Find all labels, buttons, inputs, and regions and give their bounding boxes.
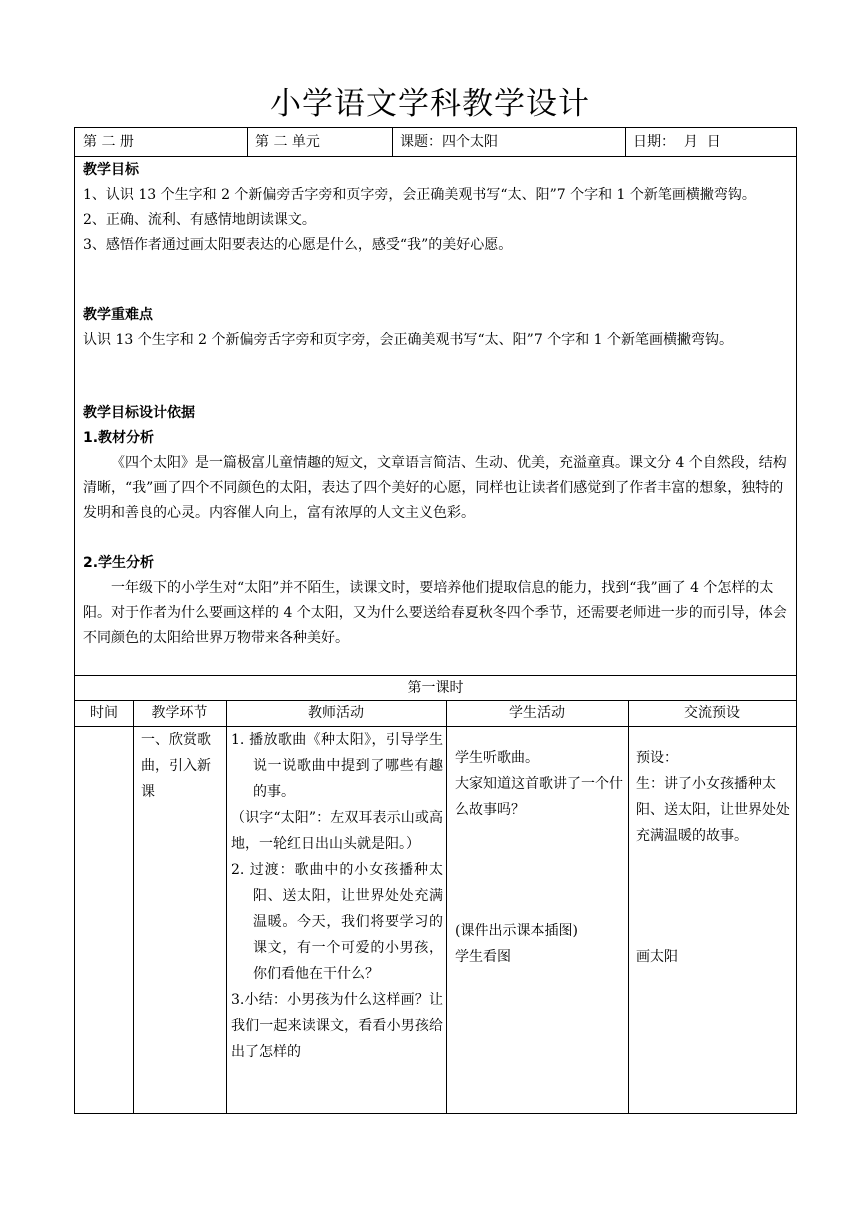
header-row: [75, 128, 796, 157]
lesson-label: 第一课时: [75, 675, 796, 701]
student-heading: 2.学生分析: [83, 555, 155, 571]
objective-item: 3、感悟作者通过画太阳要表达的心愿是什么，感受“我”的美好心愿。: [83, 237, 513, 253]
objective-item: 1、认识 13 个生字和 2 个新偏旁舌字旁和页字旁，会正确美观书写“太、阳”7 个字和 1 个新笔画横撇弯钩。: [83, 187, 756, 203]
table-header-row: [75, 700, 796, 727]
basis-heading: 教学目标设计依据: [83, 405, 195, 421]
key-points-text: 认识 13 个生字和 2 个新偏旁舌字旁和页字旁，会正确美观书写“太、阳”7 个字和 1 个新笔画横撇弯钩。: [83, 332, 733, 348]
objectives-section: [83, 158, 788, 258]
teacher-step: 2. 过渡：歌曲中的小女孩播种太阳、送太阳，让世界处处充满温暖。今天，我们将要学习的课文，有一个可爱的小男孩，你们看他在干什么？: [231, 862, 443, 982]
column-header: 学生活动: [509, 705, 565, 721]
teacher-note: （识字“太阳”：左双耳表示山或高地，一轮红日出山头就是阳。）: [231, 810, 443, 852]
column-header: 教师活动: [308, 705, 364, 721]
teacher-step: 1. 播放歌曲《种太阳》，引导学生说一说歌曲中提到了哪些有趣的事。: [231, 732, 443, 800]
key-points-heading: 教学重难点: [83, 307, 153, 323]
unit-cell: 第 二 单元: [255, 134, 320, 150]
student-activity-b: (课件出示课本插图) 学生看图: [455, 923, 578, 965]
lesson-plan-table: [74, 127, 797, 1114]
student-activity-a: 学生听歌曲。 大家知道这首歌讲了一个什么故事吗？: [455, 750, 623, 818]
teacher-activity-cell: [231, 727, 443, 1065]
date-cell: 日期： 月 日: [633, 134, 721, 150]
material-heading: 1.教材分析: [83, 430, 155, 446]
column-header: 交流预设: [684, 705, 740, 721]
basis-section: [83, 401, 788, 651]
column-header: 教学环节: [151, 705, 208, 721]
book-cell: 第 二 册: [83, 134, 134, 150]
objectives-heading: 教学目标: [83, 162, 139, 178]
key-points-section: [83, 303, 788, 353]
objective-item: 2、正确、流利、有感情地朗读课文。: [83, 212, 316, 228]
preset-a: 预设： 生：讲了小女孩播种太阳、送太阳，让世界处处充满温暖的故事。: [636, 750, 790, 844]
stage-cell: 一、欣赏歌曲，引入新课: [141, 732, 211, 800]
preset-b: 画太阳: [636, 949, 678, 965]
lesson-title-cell: 课题：四个太阳: [400, 134, 498, 150]
teacher-step: 3.小结：小男孩为什么这样画？让我们一起来读课文，看看小男孩给出了怎样的: [231, 992, 443, 1060]
page-title: 小学语文学科教学设计: [270, 86, 590, 122]
student-text: 一年级下的小学生对“太阳”并不陌生，读课文时，要培养他们提取信息的能力，找到“我”画了 4 个怎样的太阳。对于作者为什么要画这样的 4 个太阳，又为什么要送给春夏秋冬四个季节，还需要老师进一步的而引导，体会不同颜色的太阳给世界万物带来各种美好。: [83, 580, 787, 646]
material-text: 《四个太阳》是一篇极富儿童情趣的短文，文章语言简洁、生动、优美，充溢童真。课文分 4 个自然段，结构清晰，“我”画了四个不同颜色的太阳，表达了四个美好的心愿，同样也让读者们感觉到了作者丰富的想象，独特的发明和善良的心灵。内容催人向上，富有浓厚的人文主义色彩。: [83, 455, 787, 521]
column-header: 时间: [90, 705, 118, 721]
